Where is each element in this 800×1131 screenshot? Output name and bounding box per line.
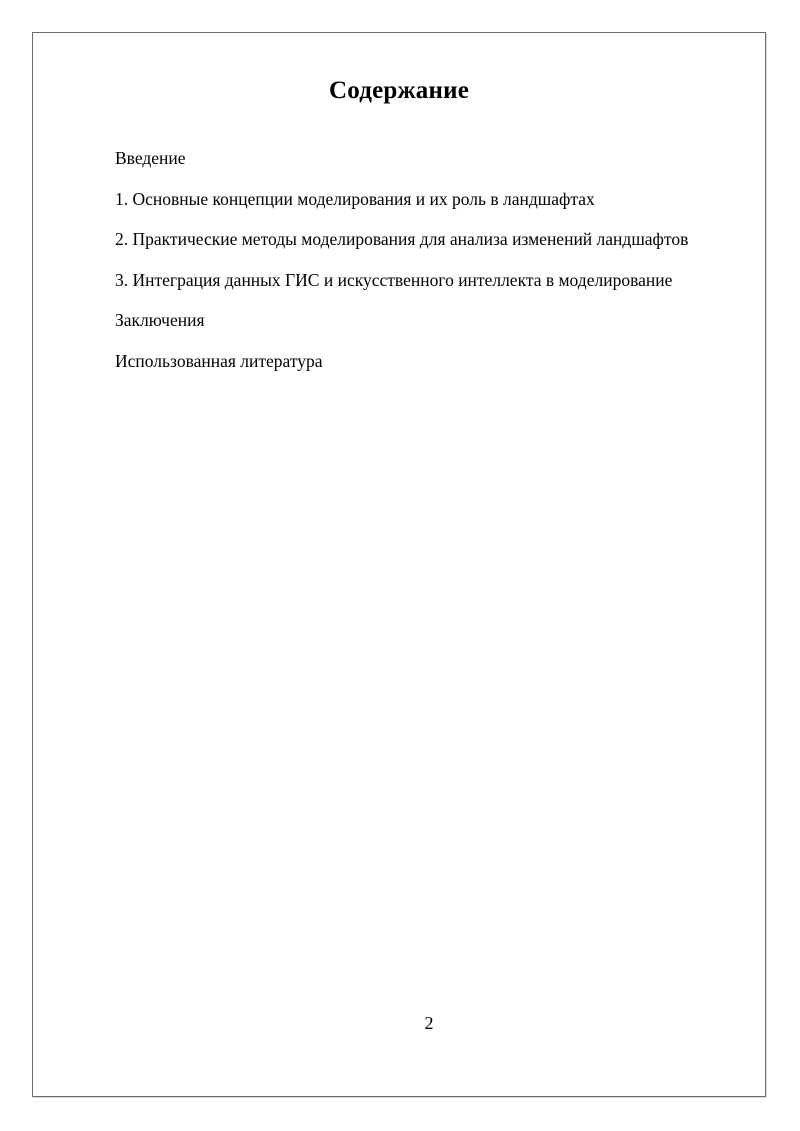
document-page [32, 32, 766, 1097]
toc-item-references: Использованная литература [115, 350, 323, 371]
toc-item-chapter-3: 3. Интеграция данных ГИС и искусственного интеллекта в моделирование [115, 269, 673, 290]
toc-item-conclusions: Заключения [115, 310, 205, 330]
toc-item-chapter-2: 2. Практические методы моделирования для анализа изменений ландшафтов [115, 229, 689, 249]
toc-item-introduction: Введение [115, 148, 186, 168]
page-number: 2 [424, 1013, 434, 1033]
page-title: Содержание [328, 77, 469, 104]
toc-item-chapter-1: 1. Основные концепции моделирования и их роль в ландшафтах [115, 188, 595, 209]
table-of-contents [115, 147, 688, 390]
